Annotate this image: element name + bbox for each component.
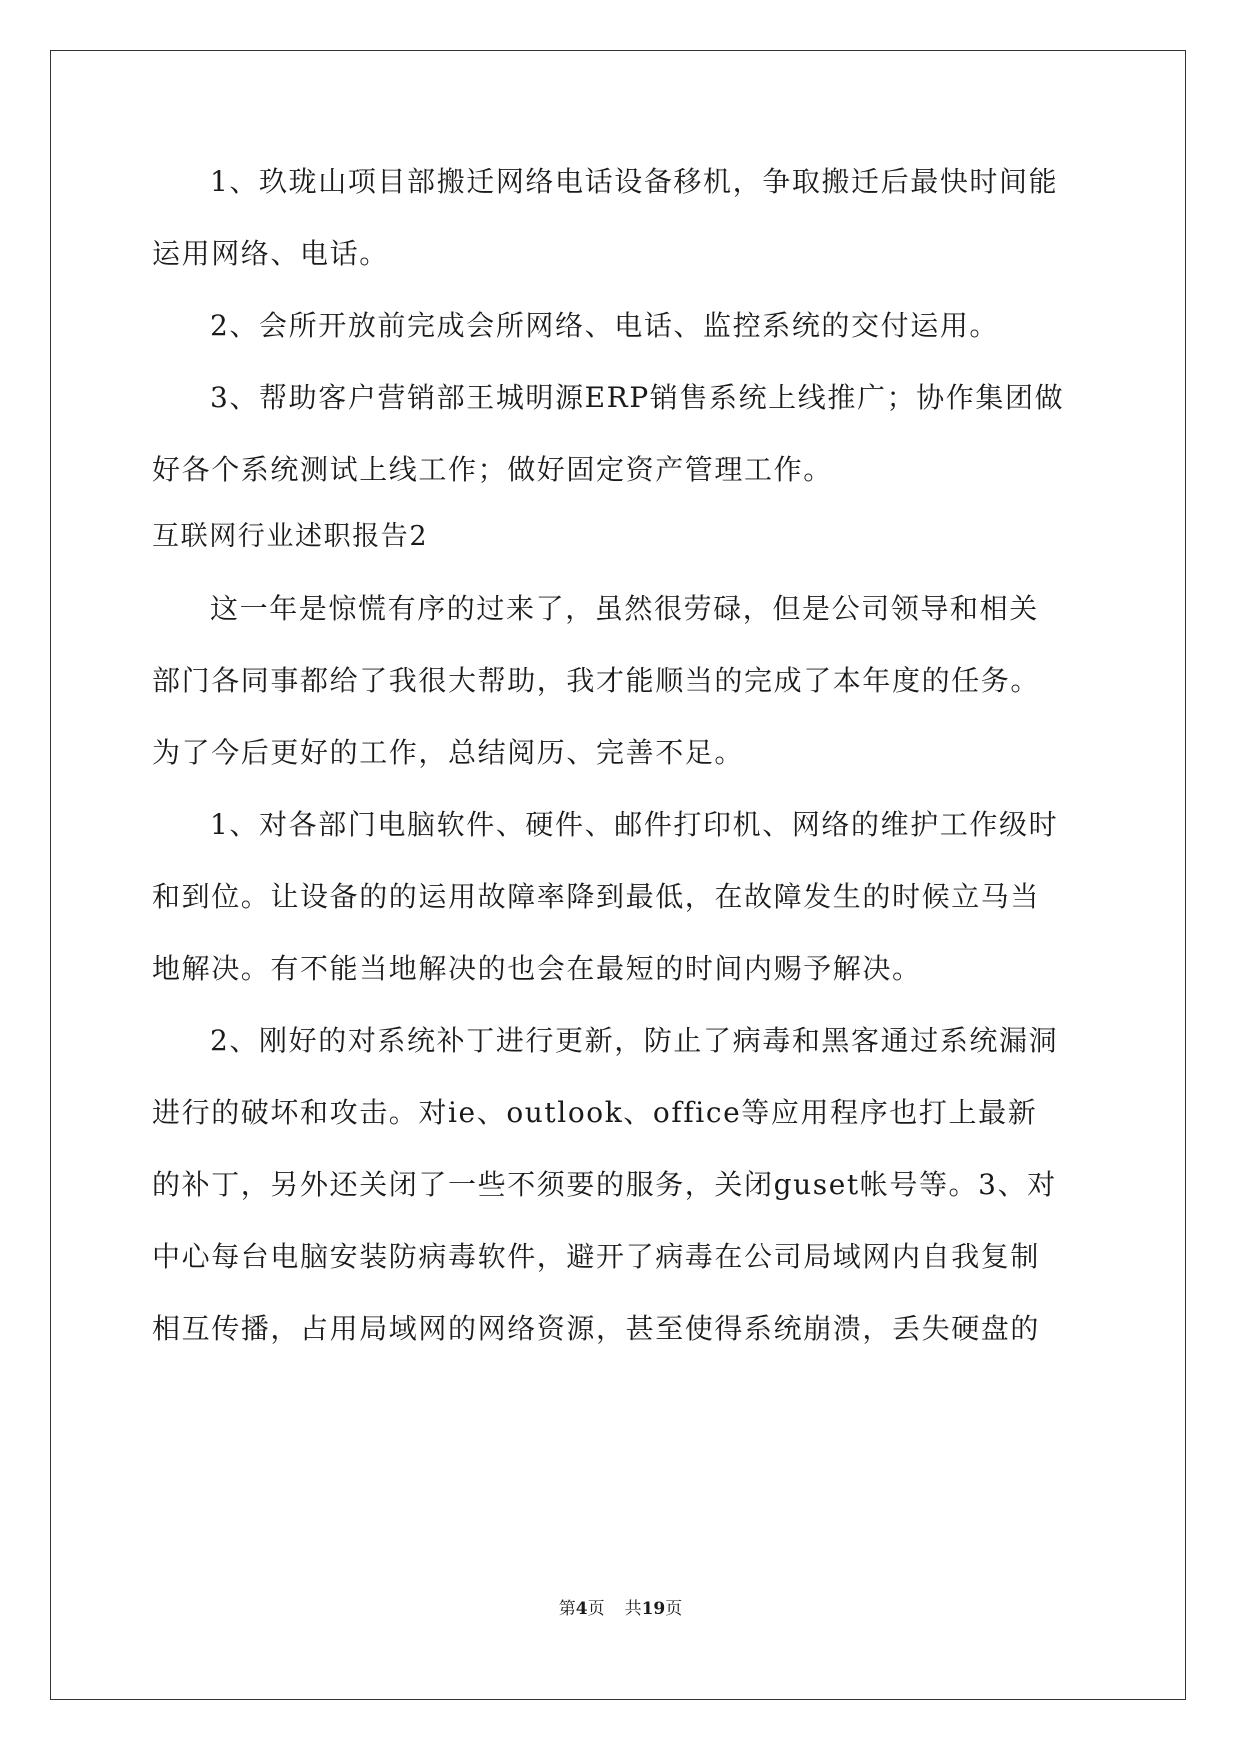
paragraph-line: 这一年是惊慌有序的过来了，虽然很劳碌，但是公司领导和相关 xyxy=(210,592,1039,625)
section-heading: 互联网行业述职报告2 xyxy=(152,521,429,552)
total-pages: 19 xyxy=(641,1599,666,1619)
paragraph-line: 好各个系统测试上线工作；做好固定资产管理工作。 xyxy=(152,453,833,486)
paragraph-line: 2、会所开放前完成会所网络、电话、监控系统的交付运用。 xyxy=(210,309,1000,342)
paragraph-line: 1、玖珑山项目部搬迁网络电话设备移机，争取搬迁后最快时间能 xyxy=(210,165,1059,198)
paragraph-line: 2、刚好的对系统补丁进行更新，防止了病毒和黑客通过系统漏洞 xyxy=(210,1024,1059,1057)
paragraph-line: 相互传播，占用局域网的网络资源，甚至使得系统崩溃，丢失硬盘的 xyxy=(152,1312,1041,1345)
page-number: 4 xyxy=(575,1599,588,1619)
paragraph-line: 进行的破坏和攻击。对ie、outlook、office等应用程序也打上最新 xyxy=(152,1096,1038,1129)
paragraph-line: 中心每台电脑安装防病毒软件，避开了病毒在公司局域网内自我复制 xyxy=(152,1240,1041,1273)
total-suffix: 页 xyxy=(665,1599,683,1619)
page-prefix: 第 xyxy=(558,1599,576,1619)
paragraph-line: 部门各同事都给了我很大帮助，我才能顺当的完成了本年度的任务。 xyxy=(152,664,1041,697)
paragraph-line: 1、对各部门电脑软件、硬件、邮件打印机、网络的维护工作级时 xyxy=(210,808,1059,841)
paragraph-line: 地解决。有不能当地解决的也会在最短的时间内赐予解决。 xyxy=(152,952,922,985)
page-footer xyxy=(0,1597,1241,1621)
paragraph-line: 运用网络、电话。 xyxy=(152,237,389,270)
paragraph-line: 的补丁，另外还关闭了一些不须要的服务，关闭guset帐号等。3、对 xyxy=(152,1168,1057,1201)
page-border xyxy=(50,50,1186,1700)
paragraph-line: 为了今后更好的工作，总结阅历、完善不足。 xyxy=(152,736,745,769)
total-prefix: 共 xyxy=(624,1599,642,1619)
page-suffix: 页 xyxy=(587,1599,605,1619)
paragraph-line: 3、帮助客户营销部王城明源ERP销售系统上线推广；协作集团做 xyxy=(210,381,1065,414)
paragraph-line: 和到位。让设备的的运用故障率降到最低，在故障发生的时候立马当 xyxy=(152,880,1041,913)
